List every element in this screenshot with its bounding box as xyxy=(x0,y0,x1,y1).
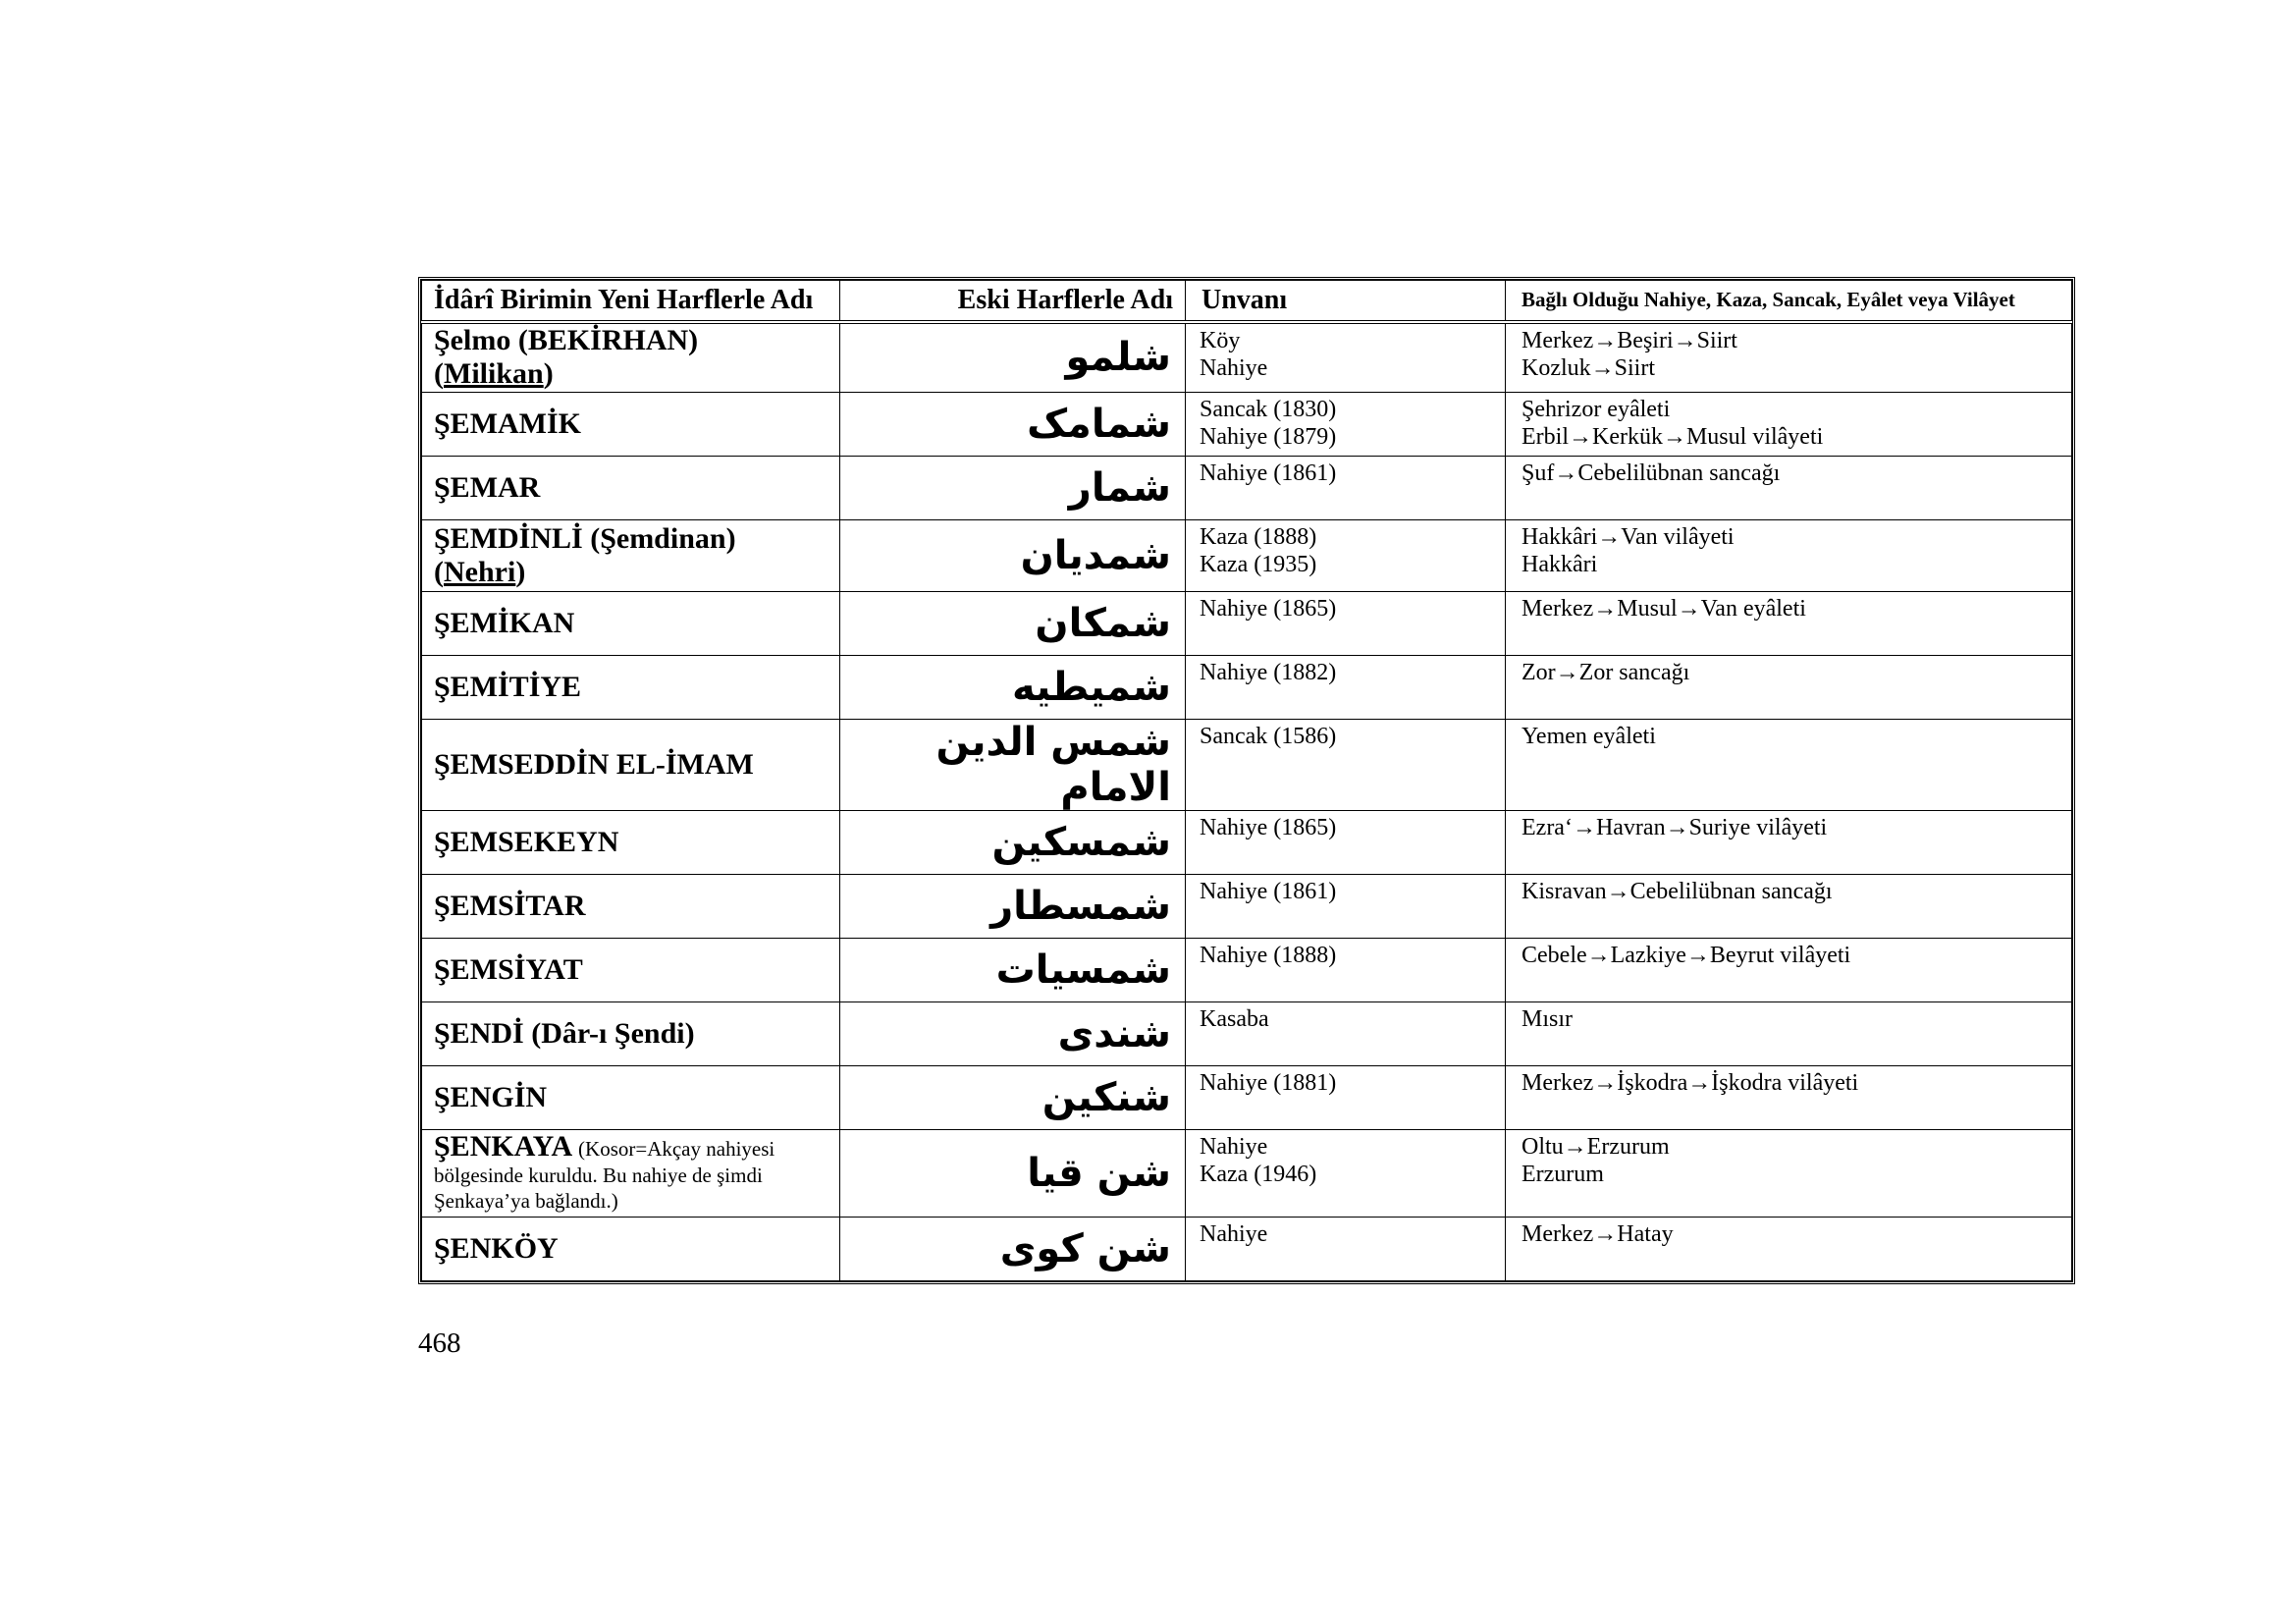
cell-title: Nahiye (1882) xyxy=(1186,656,1506,720)
cell-title: Sancak (1830) Nahiye (1879) xyxy=(1186,393,1506,457)
table-row xyxy=(422,875,2072,939)
cell-new-name: ŞENKAYA (Kosor=Akçay nahiyesi bölgesinde kuruldu. Bu nahiye de şimdi Şenkaya’ya bağlandı.) xyxy=(422,1130,840,1218)
table-row xyxy=(422,457,2072,520)
cell-old-name: شمديان xyxy=(840,520,1186,592)
cell-new-name: ŞEMDİNLİ (Şemdinan) (Nehri) xyxy=(422,520,840,592)
cell-title: Nahiye xyxy=(1186,1218,1506,1281)
header-linked: Bağlı Olduğu Nahiye, Kaza, Sancak, Eyâlet veya Vilâyet xyxy=(1506,281,2072,322)
table-row xyxy=(422,1066,2072,1130)
cell-old-name: شنكين xyxy=(840,1066,1186,1130)
cell-linked: Hakkâri→Van vilâyeti Hakkâri xyxy=(1506,520,2072,592)
cell-linked: Ezra‘→Havran→Suriye vilâyeti xyxy=(1506,811,2072,875)
gazetteer-table xyxy=(421,280,2072,1281)
cell-new-name: ŞEMAR xyxy=(422,457,840,520)
table-row xyxy=(422,939,2072,1002)
cell-title: Nahiye (1881) xyxy=(1186,1066,1506,1130)
cell-linked: Kisravan→Cebelilübnan sancağı xyxy=(1506,875,2072,939)
cell-title: Sancak (1586) xyxy=(1186,720,1506,811)
table-row xyxy=(422,592,2072,656)
cell-title: Nahiye (1861) xyxy=(1186,875,1506,939)
cell-linked: Şehrizor eyâleti Erbil→Kerkük→Musul vilâyeti xyxy=(1506,393,2072,457)
cell-title: Köy Nahiye xyxy=(1186,322,1506,393)
cell-linked: Merkez→Beşiri→Siirt Kozluk→Siirt xyxy=(1506,322,2072,393)
cell-new-name: ŞENKÖY xyxy=(422,1218,840,1281)
cell-old-name: شميطيه xyxy=(840,656,1186,720)
cell-new-name: ŞEMİKAN xyxy=(422,592,840,656)
page-number: 468 xyxy=(418,1327,461,1359)
cell-old-name: شندى xyxy=(840,1002,1186,1066)
cell-old-name: شن كوى xyxy=(840,1218,1186,1281)
cell-linked: Merkez→İşkodra→İşkodra vilâyeti xyxy=(1506,1066,2072,1130)
cell-old-name: شلمو xyxy=(840,322,1186,393)
cell-new-name: Şelmo (BEKİRHAN) (Milikan) xyxy=(422,322,840,393)
cell-new-name: ŞEMAMİK xyxy=(422,393,840,457)
cell-new-name: ŞEMİTİYE xyxy=(422,656,840,720)
cell-title: Nahiye (1888) xyxy=(1186,939,1506,1002)
cell-old-name: شمكان xyxy=(840,592,1186,656)
cell-linked: Merkez→Hatay xyxy=(1506,1218,2072,1281)
cell-linked: Yemen eyâleti xyxy=(1506,720,2072,811)
cell-old-name: شمسطار xyxy=(840,875,1186,939)
cell-title: Kaza (1888) Kaza (1935) xyxy=(1186,520,1506,592)
table-row xyxy=(422,1218,2072,1281)
table-row xyxy=(422,1002,2072,1066)
cell-linked: Zor→Zor sancağı xyxy=(1506,656,2072,720)
table-row xyxy=(422,811,2072,875)
cell-title: Nahiye Kaza (1946) xyxy=(1186,1130,1506,1218)
cell-linked: Cebele→Lazkiye→Beyrut vilâyeti xyxy=(1506,939,2072,1002)
cell-new-name: ŞENGİN xyxy=(422,1066,840,1130)
table-row xyxy=(422,720,2072,811)
cell-title: Kasaba xyxy=(1186,1002,1506,1066)
table-row xyxy=(422,393,2072,457)
gazetteer-table-frame xyxy=(418,277,2075,1284)
cell-linked: Merkez→Musul→Van eyâleti xyxy=(1506,592,2072,656)
cell-linked: Mısır xyxy=(1506,1002,2072,1066)
cell-new-name: ŞEMSİTAR xyxy=(422,875,840,939)
cell-old-name: شمس الدين الامام xyxy=(840,720,1186,811)
cell-linked: Şuf→Cebelilübnan sancağı xyxy=(1506,457,2072,520)
cell-title: Nahiye (1865) xyxy=(1186,592,1506,656)
table-row xyxy=(422,656,2072,720)
cell-old-name: شمامک xyxy=(840,393,1186,457)
cell-title: Nahiye (1861) xyxy=(1186,457,1506,520)
cell-title: Nahiye (1865) xyxy=(1186,811,1506,875)
table-row xyxy=(422,520,2072,592)
cell-new-name: ŞEMSİYAT xyxy=(422,939,840,1002)
cell-old-name: شمسكين xyxy=(840,811,1186,875)
table-row xyxy=(422,1130,2072,1218)
cell-new-name: ŞEMSEKEYN xyxy=(422,811,840,875)
table-row xyxy=(422,322,2072,393)
cell-linked: Oltu→Erzurum Erzurum xyxy=(1506,1130,2072,1218)
cell-old-name: شمار xyxy=(840,457,1186,520)
cell-new-name: ŞEMSEDDİN EL-İMAM xyxy=(422,720,840,811)
table-header-row xyxy=(422,281,2072,322)
header-old-name: Eski Harflerle Adı xyxy=(840,281,1186,322)
cell-old-name: شمسيات xyxy=(840,939,1186,1002)
header-title: Unvanı xyxy=(1186,281,1506,322)
cell-old-name: شن قيا xyxy=(840,1130,1186,1218)
cell-new-name: ŞENDİ (Dâr-ı Şendi) xyxy=(422,1002,840,1066)
header-new-name: İdârî Birimin Yeni Harflerle Adı xyxy=(422,281,840,322)
